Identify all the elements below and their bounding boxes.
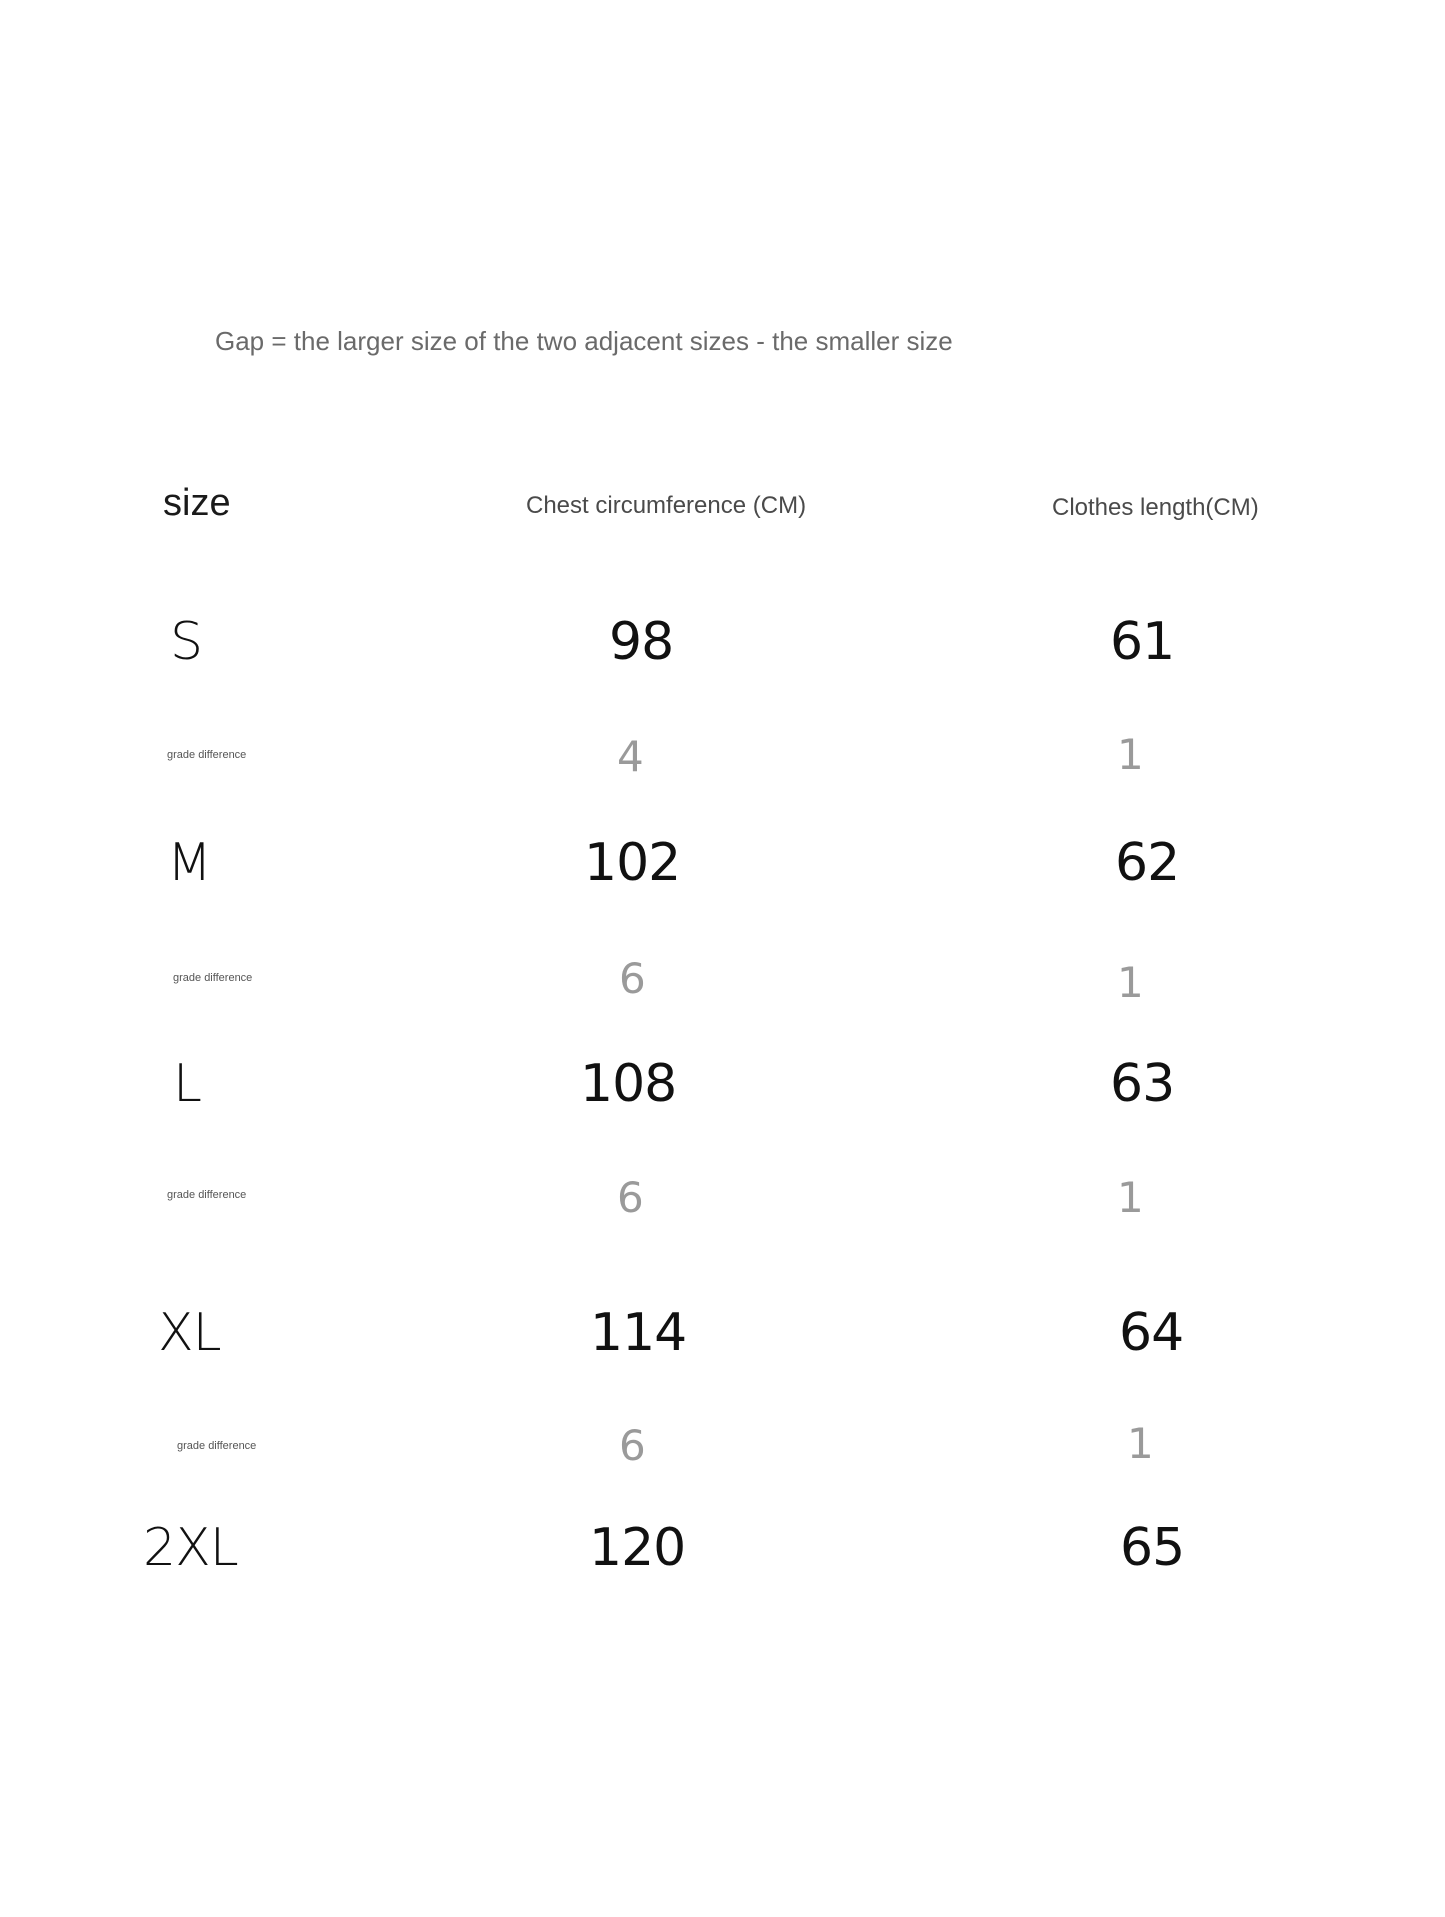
chest-value-s: 98: [609, 612, 674, 672]
length-diff-value: 1: [1117, 958, 1144, 1007]
chest-value-xl: 114: [590, 1303, 687, 1363]
chest-diff-value: 6: [619, 954, 646, 1003]
header-clothes-length: Clothes length(CM): [1052, 494, 1259, 521]
size-label-m: M: [167, 833, 211, 893]
chest-value-l: 108: [580, 1054, 677, 1114]
gap-note: Gap = the larger size of the two adjacent sizes - the smaller size: [215, 326, 953, 356]
grade-difference-label: grade difference: [173, 972, 253, 984]
header-chest-circumference: Chest circumference (CM): [526, 492, 807, 519]
length-value-2xl: 65: [1120, 1518, 1185, 1578]
size-label-xl: XL: [158, 1303, 221, 1363]
length-value-s: 61: [1110, 612, 1175, 672]
length-diff-value: 1: [1117, 730, 1144, 779]
length-value-m: 62: [1115, 833, 1180, 893]
chest-diff-value: 6: [617, 1173, 644, 1222]
chest-value-m: 102: [584, 833, 681, 893]
size-label-l: L: [173, 1054, 201, 1114]
header-size: size: [163, 482, 231, 524]
grade-difference-label: grade difference: [177, 1440, 257, 1452]
length-value-xl: 64: [1119, 1303, 1184, 1363]
grade-difference-label: grade difference: [167, 1189, 247, 1201]
length-diff-value: 1: [1117, 1173, 1144, 1222]
chest-value-2xl: 120: [589, 1518, 686, 1578]
length-value-l: 63: [1110, 1054, 1175, 1114]
chest-diff-value: 4: [617, 732, 644, 781]
size-label-2xl: 2XL: [143, 1518, 238, 1578]
length-diff-value: 1: [1127, 1419, 1154, 1468]
size-label-s: S: [170, 612, 203, 672]
grade-difference-label: grade difference: [167, 749, 247, 761]
chest-diff-value: 6: [619, 1421, 646, 1470]
